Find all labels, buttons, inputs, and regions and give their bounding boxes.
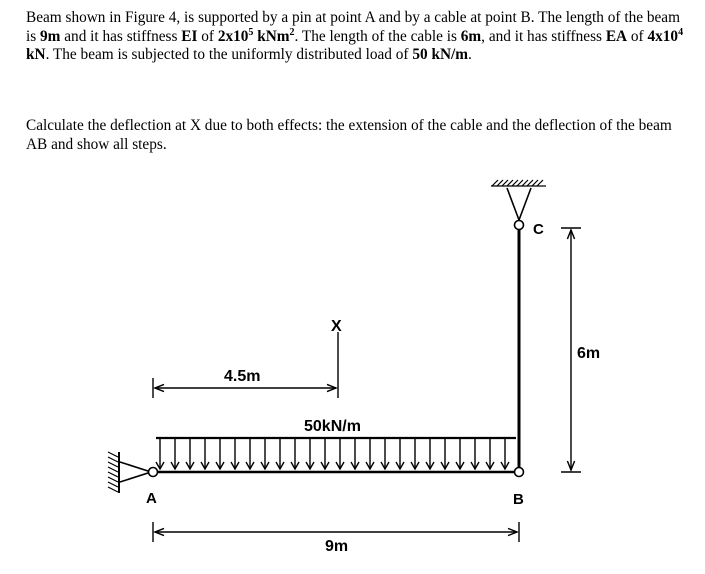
ceiling-support — [491, 180, 546, 186]
load-label: 50kN/m — [304, 418, 361, 435]
point-c-label: C — [533, 221, 544, 238]
point-b-label: B — [513, 491, 524, 508]
pin-support-c — [507, 188, 531, 230]
cable-dimension-label: 6m — [577, 345, 601, 362]
point-a-label: A — [146, 490, 157, 507]
pin-b — [515, 468, 524, 477]
problem-statement: Beam shown in Figure 4, is supported by a pin at point A and by a cable at point B. The length of the beam is 9m and it has stiffness EI of $2x10^5$ kNm$^2$. The length of the cable is 6m, and it has stiffness EA of $4x10^4$ kN. The beam is subjected to the uniformly distributed load of 50 kN/m. — [26, 9, 684, 64]
dimension-ax-label: 4.5m — [224, 368, 261, 385]
dimension-ax — [153, 332, 338, 398]
question-text: Calculate the deflection at X due to both effects: the extension of the cable and the deflection of the beam AB and show all steps. — [26, 117, 672, 153]
distributed-load — [156, 438, 516, 469]
point-x-label: X — [331, 318, 342, 335]
pin-support-a — [108, 452, 158, 493]
beam-dimension-label: 9m — [325, 538, 349, 555]
